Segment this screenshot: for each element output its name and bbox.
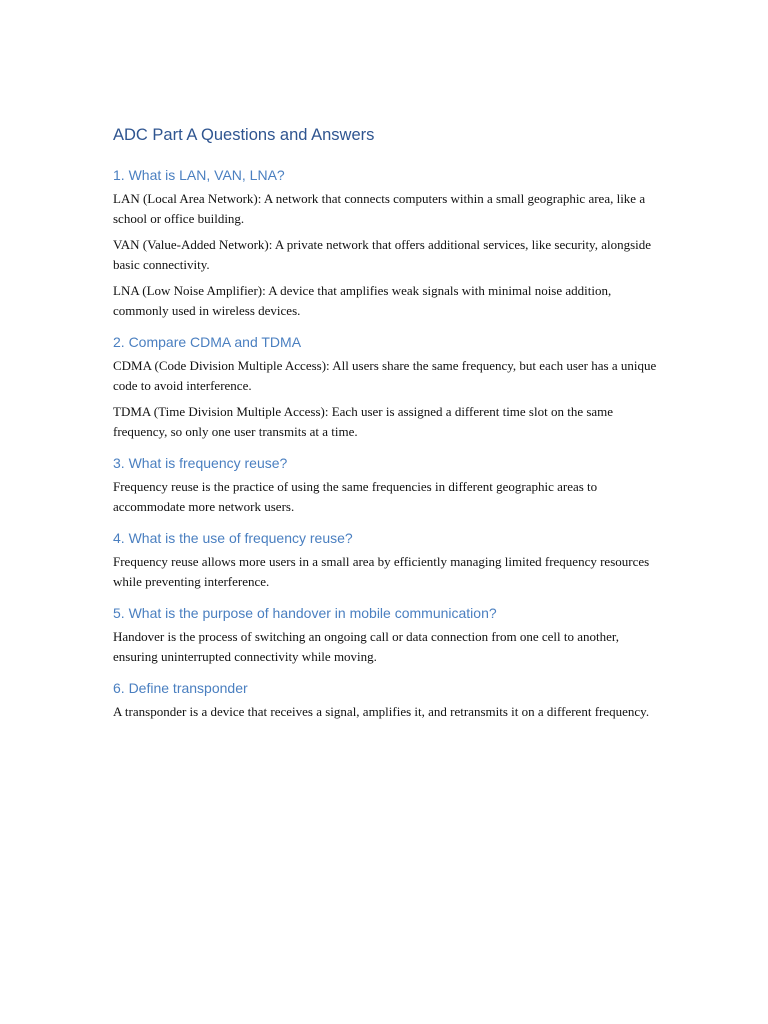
answer-paragraph: LAN (Local Area Network): A network that connects computers within a small geographic area, like a school or office building. <box>113 191 646 226</box>
qa-section-5 <box>113 603 658 666</box>
qa-section-1 <box>113 165 658 320</box>
question-heading: 5. What is the purpose of handover in mobile communication? <box>113 605 497 621</box>
answer-paragraph: LNA (Low Noise Amplifier): A device that amplifies weak signals with minimal noise addition, commonly used in wireless devices. <box>113 283 612 318</box>
question-heading: 1. What is LAN, VAN, LNA? <box>113 167 285 183</box>
question-heading: 6. Define transponder <box>113 680 248 696</box>
answer-paragraph: VAN (Value-Added Network): A private network that offers additional services, like security, alongside basic connectivity. <box>113 237 652 272</box>
answer-paragraph: CDMA (Code Division Multiple Access): All users share the same frequency, but each user has a unique code to avoid interference. <box>113 358 657 393</box>
document-page <box>113 123 658 729</box>
answer-paragraph: Frequency reuse is the practice of using the same frequencies in different geographic areas to accommodate more network users. <box>113 479 598 514</box>
question-heading: 2. Compare CDMA and TDMA <box>113 334 302 350</box>
question-heading: 4. What is the use of frequency reuse? <box>113 530 353 546</box>
document-title: ADC Part A Questions and Answers <box>113 126 375 144</box>
qa-section-3 <box>113 453 658 516</box>
qa-section-6 <box>113 678 658 722</box>
answer-paragraph: A transponder is a device that receives a signal, amplifies it, and retransmits it on a different frequency. <box>113 704 650 719</box>
answer-paragraph: Frequency reuse allows more users in a small area by efficiently managing limited frequency resources while preventing interference. <box>113 554 650 589</box>
qa-section-4 <box>113 528 658 591</box>
question-heading: 3. What is frequency reuse? <box>113 455 288 471</box>
answer-paragraph: Handover is the process of switching an ongoing call or data connection from one cell to another, ensuring uninterrupted connectivity while moving. <box>113 629 619 664</box>
answer-paragraph: TDMA (Time Division Multiple Access): Each user is assigned a different time slot on the same frequency, so only one user transmits at a time. <box>113 404 614 439</box>
qa-section-2 <box>113 332 658 441</box>
